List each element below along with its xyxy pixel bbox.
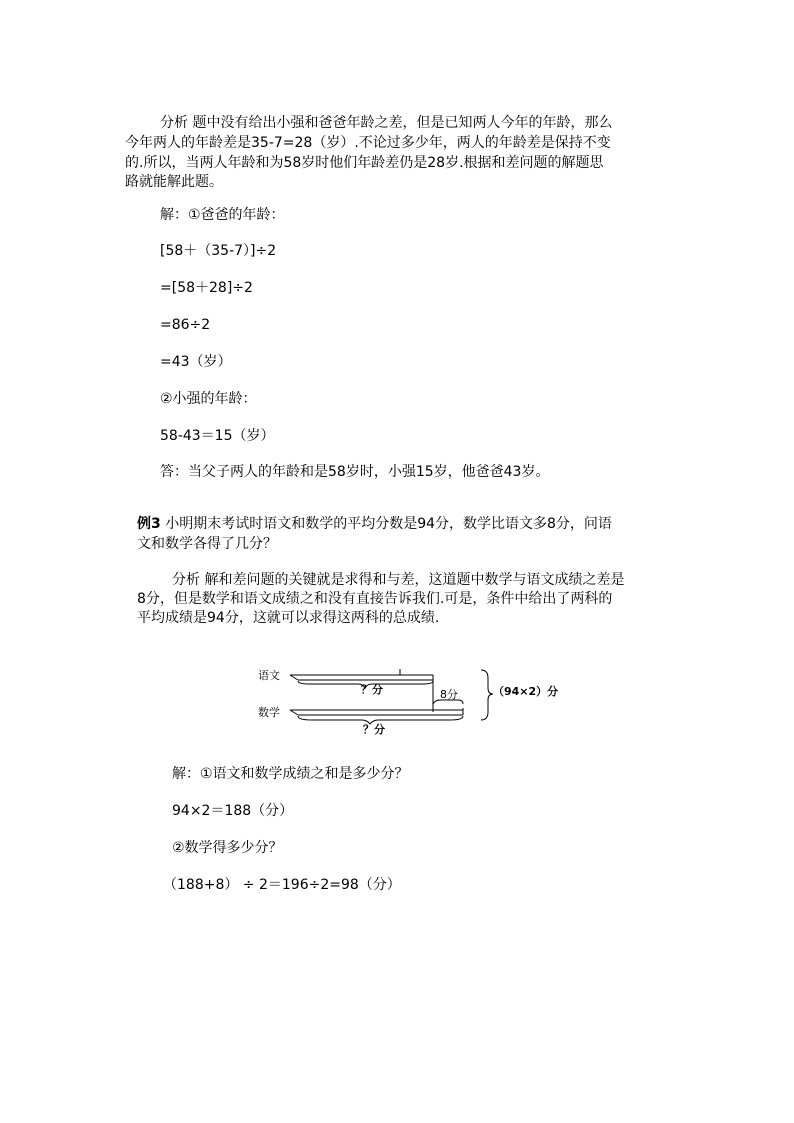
solution1-step2-title: ②小强的年龄：: [160, 391, 257, 407]
chinese-bar-left-cap: [290, 675, 298, 680]
solution1-step1-title: 解：①爸爸的年龄：: [160, 207, 285, 223]
solution2-eq2: （188+8） ÷ 2＝196÷2=98（分）: [163, 877, 401, 893]
example3-line1: [137, 514, 612, 534]
solution1-eq4: =43（岁）: [160, 354, 232, 370]
solution2-step2-title: ②数学得多少分？: [172, 840, 283, 856]
line-segment-diagram: [250, 660, 580, 745]
solution2-eq1: 94×2＝188（分）: [172, 803, 294, 819]
analysis1-line2: 今年两人的年龄差是35-7=28（岁）.不论过多少年，两人的年龄差是保持不变: [125, 135, 611, 151]
difference-label: 8分: [440, 688, 458, 701]
example3-text1: 小明期末考试时语文和数学的平均分数是94分，数学比语文多8分，问语: [160, 516, 612, 532]
math-unknown-label: ？分: [363, 723, 385, 736]
total-brace: [481, 670, 493, 720]
analysis1-line3: 的.所以，当两人年龄和为58岁时他们年龄差仍是28岁.根据和差问题的解题思: [125, 155, 604, 171]
solution1-answer: 答：当父子两人的年龄和是58岁时，小强15岁，他爸爸43岁。: [160, 464, 550, 480]
analysis1-line1: 分析 题中没有给出小强和爸爸年龄之差，但是已知两人今年的年龄，那么: [160, 115, 613, 131]
solution1-eq2: =[58＋28]÷2: [160, 280, 253, 296]
chinese-unknown-label: ？分: [361, 683, 383, 696]
solution1-eq3: =86÷2: [160, 317, 211, 333]
example3-line2: 文和数学各得了几分？: [137, 536, 277, 552]
solution1-eq5: 58-43＝15（岁）: [160, 428, 275, 444]
analysis2-line1: 分析 解和差问题的关键就是求得和与差，这道题中数学与语文成绩之差是: [172, 572, 625, 588]
example3-label: 例3: [137, 516, 161, 532]
analysis2-line2: 8分，但是数学和语文成绩之和没有直接告诉我们.可是，条件中给出了两科的: [137, 591, 613, 607]
math-bar-left-cap: [290, 710, 298, 715]
total-label: （94×2）分: [493, 685, 559, 698]
math-label: 数学: [258, 706, 280, 719]
solution1-eq1: [58＋（35-7）]÷2: [160, 243, 277, 259]
analysis1-line4: 路就能解此题。: [125, 174, 223, 190]
diagram-graphic: [250, 660, 580, 745]
analysis2-line3: 平均成绩是94分，这就可以求得这两科的总成绩.: [137, 610, 440, 626]
solution2-step1-title: 解：①语文和数学成绩之和是多少分？: [172, 766, 409, 782]
chinese-label: 语文: [258, 669, 280, 682]
